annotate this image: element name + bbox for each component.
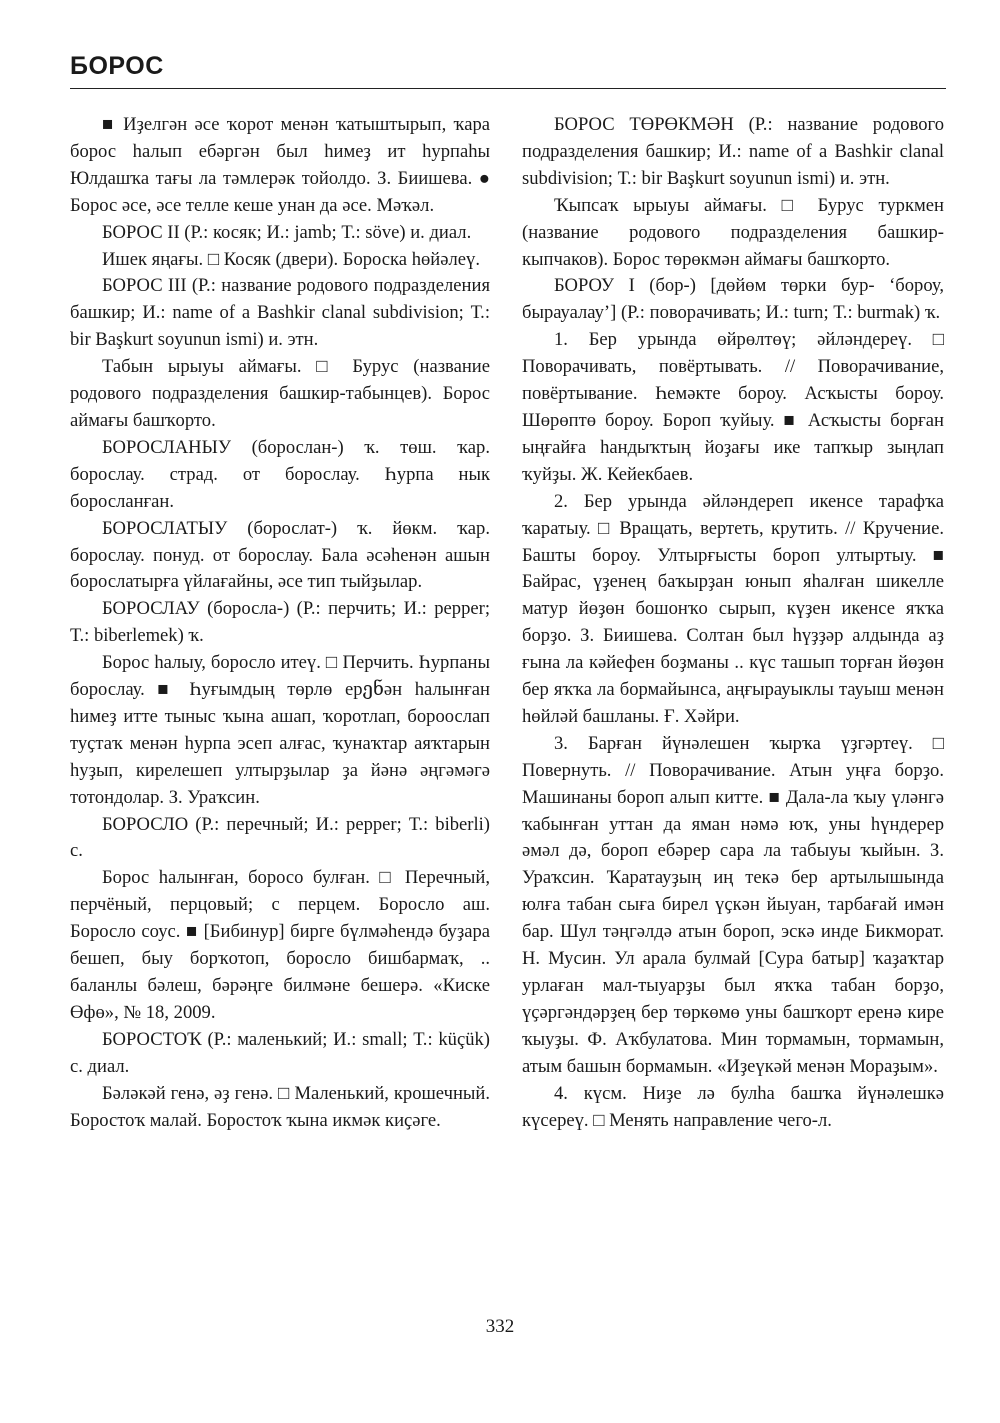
entry-paragraph: БОРОС ТӨРӨКМӘН (Р.: название родового подразделения башкир; И.: name of a Bashkir clanal subdivision; Т.: bir Başkurt soyunun ismi) и. этн. <box>522 114 944 189</box>
entry-paragraph: БОРОСЛАТЫУ (борослат-) ҡ. йөкм. ҡар. борослау. понуд. от борослау. Бала әсәһенән ашын борослатырға үйлағайны, әсе тип тыйҙылар. <box>70 517 490 593</box>
page-number: 332 <box>485 1316 515 1337</box>
entry-paragraph: 2. Бер урында әйләндереп икенсе тарафҡа ҡаратыу. □ Вращать, вертеть, крутить. // Кручение. Башты бороу. Ултырғысты бороп ултыртыу. ■ Байрас, үҙенең баҡырҙан юнып яһалған шикелле матур йөҙөн бошонҡо сырып, күҙен икенсе яҡҡа борҙо. З. Биишева. Солтан был һүҙҙәр алдында аҙ ғына ла кәйефен боҙманы .. күс ташып торған йөҙөн бер яҡҡа ла бормайынса, аңғырауыклы тауыш менән һөйләй башланы. Ғ. Хәйри. <box>522 490 944 727</box>
entry-paragraph: БОРОСЛО (Р.: перечный; И.: pepper; Т.: biberli) с. <box>70 813 490 862</box>
running-head <box>70 52 940 81</box>
entry-paragraph: Борос һалынған, боросо булған. □ Перечный, перчёный, перцовый; с перцем. Боросло аш. Боросло соус. ■ [Бибинур] бирге бүлмәһендә буҙара бешеп, быу борҡотоп, боросло бишбармаҡ, .. баланлы бәлеш, бәрәңге билмәне бешерә. «Киске Өфө», № 18, 2009. <box>70 867 490 1023</box>
entry-paragraph: БОРОСЛАНЫУ (борослан-) ҡ. төш. ҡар. борослау. страд. от борослау. Һурпа нык боросланған. <box>70 436 490 512</box>
entry-paragraph: БОРОС III (Р.: название родового подразделения башкир; И.: name of a Bashkir clanal subdivision; Т.: bir Başkurt soyunun ismi) и. этн. <box>70 275 490 351</box>
entry-paragraph: Ишек яңағы. □ Косяк (двери). Бороска һөйәлеү. <box>102 248 480 270</box>
left-column <box>70 112 490 1134</box>
entry-paragraph: Бәләкәй генә, әҙ генә. □ Маленький, крошечный. Боростоҡ малай. Боростоҡ ҡына икмәк киҫәге. <box>70 1082 490 1131</box>
entry-paragraph: 4. күсм. Ниҙе лә булһа башҡа йүнәлешкә күсереү. □ Менять направление чего-л. <box>522 1082 944 1131</box>
entry-paragraph: БОРОСТОҠ (Р.: маленький; И.: small; Т.: küçük) с. диал. <box>70 1028 490 1077</box>
right-column <box>522 112 944 1134</box>
entry-paragraph: БОРОСЛАУ (боросла-) (Р.: перчить; И.: pepper; Т.: biberlemek) ҡ. <box>70 598 490 647</box>
entry-paragraph: БОРОУ I (бор-) [дөйөм төрки бур- ‘бороу, бырауалау’] (Р.: поворачивать; И.: turn; Т.: burmak) ҡ. <box>522 275 944 324</box>
entry-paragraph: Борос һалыу, боросло итеү. □ Перчить. Һурпаны борослау. ■ Һуғымдың төрлө ерენән һалынған һимеҙ итте тыныс ҡына ашап, ҡоротлап, бороослап туҫтаҡ менән һурпа эсеп алғас, ҡунаҡтар аяҡтарын һуҙып, кирелешеп ултырҙылар ҙа йәнә әңгәмәгә тотондолар. З. Ураҡсин. <box>70 652 490 808</box>
entry-paragraph: 1. Бер урында өйрөлтөү; әйләндереү. □ Поворачивать, повёртывать. // Поворачивание, повёртывание. Һемәкте бороу. Асҡысты бороу. Шөрөптө бороу. Бороп ҡуйыу. ■ Асҡысты борған ыңғайға һандыҡтың йоҙағы ике тапҡыр зыңлап ҡуйҙы. Ж. Кейекбаев. <box>522 329 944 485</box>
entry-paragraph: Ҡыпсаҡ ырыуы аймағы. □ Бурус туркмен (название родового подразделения башкир-кыпчаков). Борос төрөкмән аймағы башҡорто. <box>522 194 944 270</box>
entry-paragraph: 3. Барған йүнәлешен ҡырҡа үҙгәртеү. □ Повернуть. // Поворачивание. Атын уңға борҙо. Машинаны бороп алып китте. ■ Дала-ла ҡыу үләнгә ҡабынған уттан да яман нәмә юҡ, уны һүндерер әмәл дә, бороп ебәрер сара ла табыуы ҡыйын. З. Ураҡсин. Ҡаратауҙың иң текә бер артылышында юлға табан сыға бирел үҫкән йыуан, тарбағай имән бар. Шул тәңгәлдә атын бороп, эскә инде Бикморат. Н. Мусин. Ул арала булмай [Сура батыр] ҡаҙаҡтар урлаған мал-тыуарҙы был яҡҡа табан борҙо, үҫәргәндәрҙең бер төркөмө уны башҡорт еренә кире ҡыуҙы. Ф. Аҡбулатова. Мин тормамын, тормамын, атым башын бормамын. «Иҙеүкәй менән Мораҙым». <box>522 732 944 1077</box>
entry-paragraph: Табын ырыуы аймағы. □ Бурус (название родового подразделения башкир-табынцев). Борос аймағы башҡорто. <box>70 356 490 431</box>
entry-paragraph: ■ Иҙелгән әсе ҡорот менән ҡатыштырып, ҡара борос һалып ебәргән был һимеҙ ит һурпаһы Юлдашҡа тағы ла тәмлерәк тойолдо. З. Биишева. ● Борос әсе, әсе телле кеше унан да әсе. Мәҡәл. <box>70 114 490 216</box>
entry-paragraph: БОРОС II (Р.: косяк; И.: jamb; Т.: söve) и. диал. <box>102 221 472 243</box>
header-rule <box>70 88 946 89</box>
header-headword: БОРОС <box>70 52 164 80</box>
